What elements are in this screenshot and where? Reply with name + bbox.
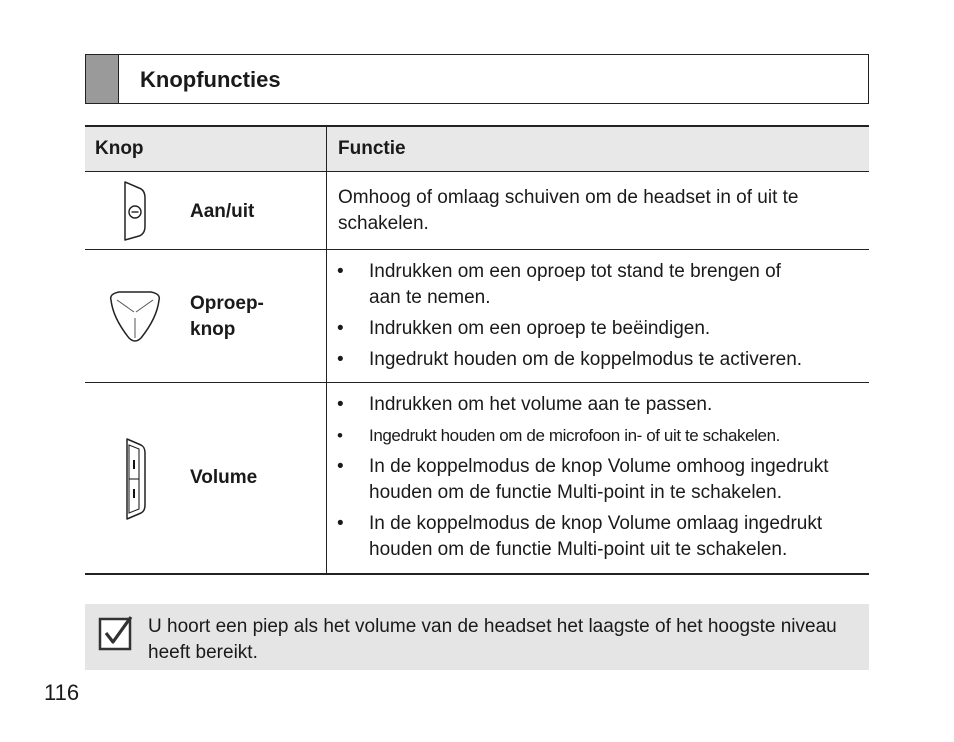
section-header [85,54,869,104]
button-label-call [190,291,264,343]
table-row [85,383,869,574]
button-cell [85,383,327,574]
list-item: • Ingedrukt houden om de koppelmodus te activeren. [327,347,869,373]
function-cell [327,383,870,574]
button-cell [85,250,327,383]
button-cell [85,172,327,250]
header-accent-bar [86,55,119,103]
column-header-function: Functie [327,126,870,172]
function-cell [327,172,870,250]
button-label-call-line: Oproep- [190,293,264,314]
checkmark-box-icon [98,615,134,651]
table-row [85,172,869,250]
list-item: • Indrukken om een oproep tot stand te brengen of aan te nemen. [327,259,809,311]
button-label-call-line: knop [190,319,236,340]
table-row [85,250,869,383]
note-text: U hoort een piep als het volume van de headset het laagste of het hoogste niveau heeft bereikt. [148,616,837,663]
volume-rocker-icon [121,437,151,521]
list-item: • Ingedrukt houden om de microfoon in- of uit te schakelen. [327,423,869,449]
function-cell [327,250,870,383]
call-button-icon [105,288,165,348]
function-bullet-list [327,250,869,373]
section-title: Knopfuncties [140,67,281,92]
button-label-power: Aan/uit [190,201,255,222]
list-item: • Indrukken om een oproep te beëindigen. [327,316,869,342]
list-item: • Indrukken om het volume aan te passen. [327,392,869,418]
function-text: Omhoog of omlaag schuiven om de headset in of uit te schakelen. [338,187,799,234]
button-label-volume: Volume [190,467,258,488]
list-item: • In de koppelmodus de knop Volume omhoog ingedrukt houden om de functie Multi-point in te schakelen. [327,454,869,506]
power-switch-icon [121,180,151,242]
function-bullet-list [327,383,869,563]
page-number: 116 [44,680,80,705]
list-item: • In de koppelmodus de knop Volume omlaag ingedrukt houden om de functie Multi-point uit te schakelen. [327,511,869,563]
note-box [85,604,869,670]
column-header-button: Knop [85,126,327,172]
button-functions-table [85,125,869,575]
table-header-row [85,126,869,172]
